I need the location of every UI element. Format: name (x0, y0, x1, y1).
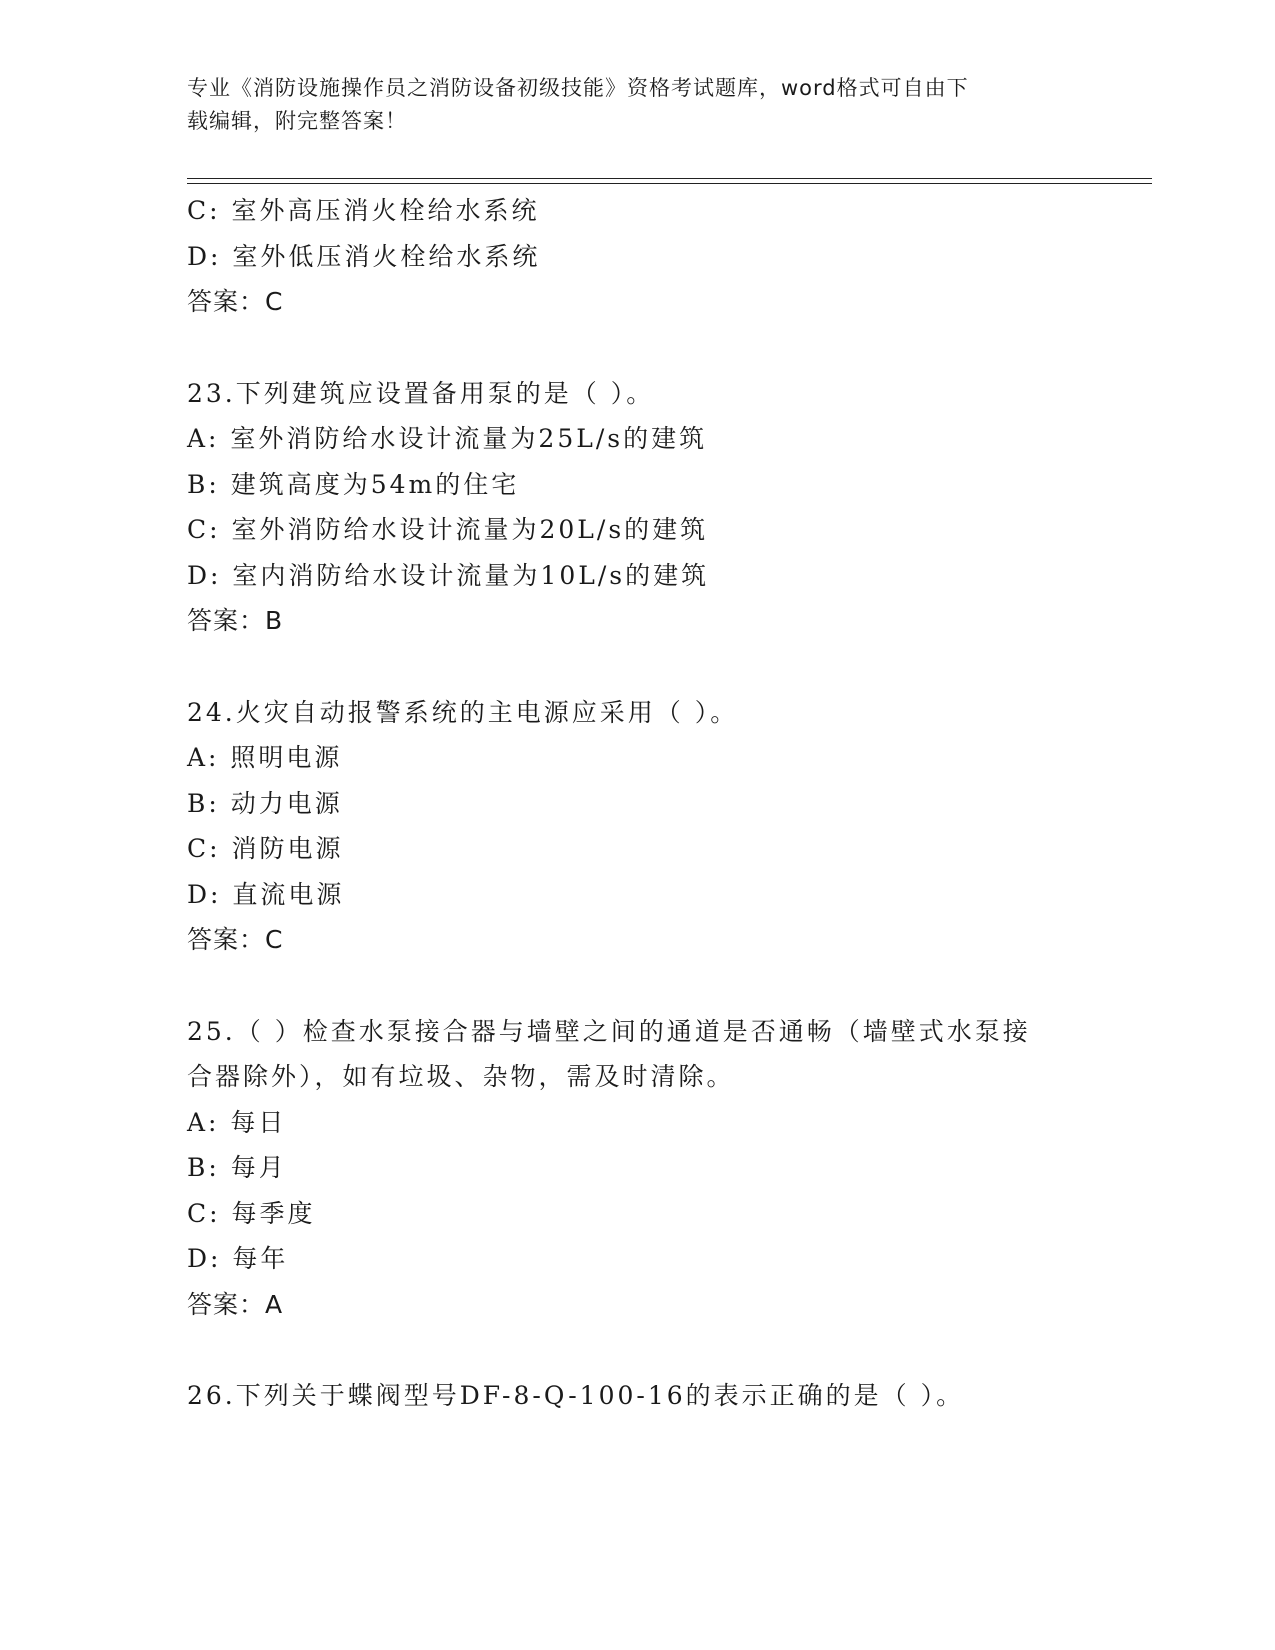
q24-option-a: A: 照明电源 (187, 743, 343, 772)
question-23 (187, 371, 1087, 644)
question-24 (187, 690, 1087, 963)
spacer (187, 1327, 1087, 1373)
spacer (187, 325, 1087, 371)
spacer (187, 644, 1087, 690)
q22-option-c: C: 室外高压消火栓给水系统 (187, 196, 540, 225)
question-22 (187, 188, 1087, 325)
q25-answer: 答案：A (187, 1289, 284, 1319)
q25-option-c: C: 每季度 (187, 1198, 316, 1228)
q23-option-a: A: 室外消防给水设计流量为25L/s的建筑 (187, 424, 708, 453)
document-body (187, 188, 1087, 1419)
header-line-1: 专业《消防设施操作员之消防设备初级技能》资格考试题库，word格式可自由下 (187, 76, 969, 100)
q25-option-d: D: 每年 (187, 1244, 289, 1273)
q25-stem-line-1: 25.（ ）检查水泵接合器与墙壁之间的通道是否通畅（墙壁式水泵接 (187, 1016, 1031, 1046)
q25-option-b: B: 每月 (187, 1153, 287, 1182)
q24-option-c: C: 消防电源 (187, 834, 344, 863)
q24-option-d: D: 直流电源 (187, 879, 345, 909)
q23-option-d: D: 室内消防给水设计流量为10L/s的建筑 (187, 560, 710, 590)
question-25 (187, 1009, 1087, 1328)
q24-answer: 答案：C (187, 925, 284, 954)
q26-stem: 26.下列关于蝶阀型号DF-8-Q-100-16的表示正确的是（ ）。 (187, 1381, 965, 1410)
header-line-2: 载编辑，附完整答案！ (187, 109, 407, 133)
header-rule-bottom (187, 183, 1152, 184)
q23-option-c: C: 室外消防给水设计流量为20L/s的建筑 (187, 515, 709, 544)
q23-stem: 23.下列建筑应设置备用泵的是（ ）。 (187, 378, 655, 408)
q25-stem-line-2: 合器除外），如有垃圾、杂物，需及时清除。 (187, 1062, 735, 1091)
q25-option-a: A: 每日 (187, 1107, 287, 1137)
q23-answer: 答案：B (187, 606, 284, 635)
header-rule-top (187, 178, 1152, 179)
q24-stem: 24.火灾自动报警系统的主电源应采用（ ）。 (187, 697, 739, 727)
spacer (187, 963, 1087, 1009)
q24-option-b: B: 动力电源 (187, 788, 343, 818)
document-header (187, 72, 1087, 138)
q22-answer: 答案：C (187, 287, 284, 316)
question-26 (187, 1373, 1087, 1419)
q22-option-d: D: 室外低压消火栓给水系统 (187, 241, 541, 271)
q23-option-b: B: 建筑高度为54m的住宅 (187, 469, 520, 499)
